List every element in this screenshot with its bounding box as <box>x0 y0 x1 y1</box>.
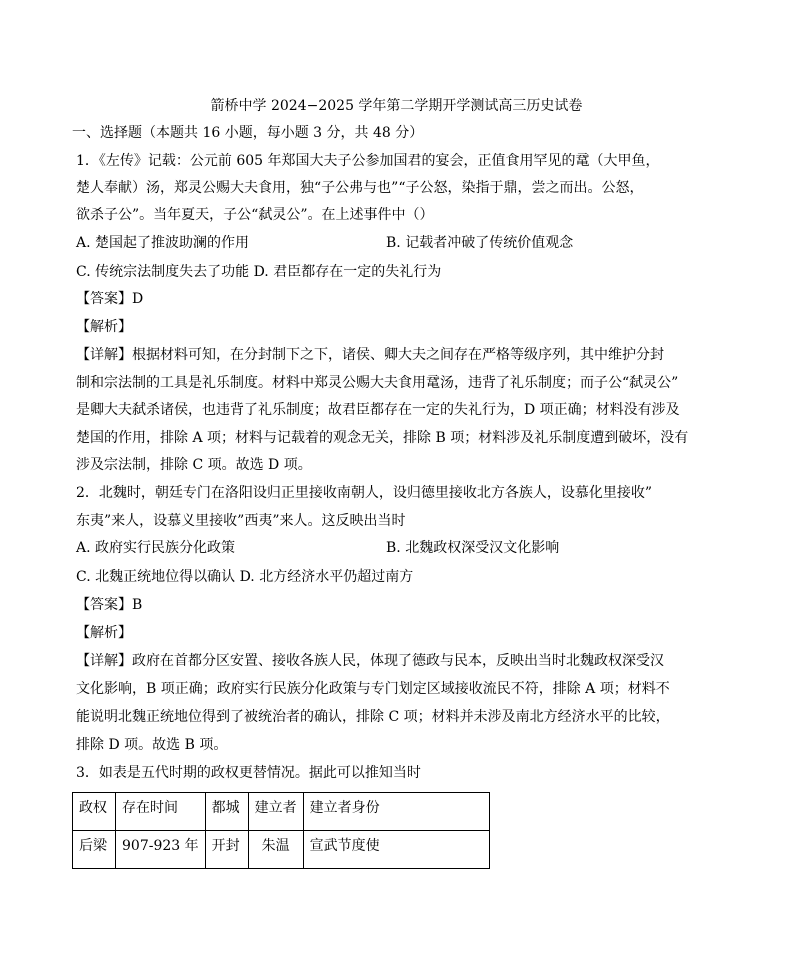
q1-detail-line-2: 制和宗法制的工具是礼乐制度。材料中郑灵公赐大夫食用鼋汤，违背了礼乐制度；而子公“弑灵公” <box>76 375 679 391</box>
table-row <box>73 831 490 869</box>
q3-stem-line-1: 3．如表是五代时期的政权更替情况。据此可以推知当时 <box>76 765 421 781</box>
table-header-cell: 都城 <box>205 793 248 831</box>
q2-answer: 【答案】B <box>76 597 143 613</box>
table-cell: 后梁 <box>73 831 116 869</box>
q2-detail-line-2: 文化影响，B 项正确；政府实行民族分化政策与专门划定区域接收流民不符，排除 A 项；材料不 <box>76 681 670 697</box>
table-header-cell: 政权 <box>73 793 116 831</box>
table-header-row <box>73 793 490 831</box>
section-heading: 一、选择题（本题共 16 小题，每小题 3 分，共 48 分） <box>72 125 424 141</box>
q1-detail-line-1: 【详解】根据材料可知，在分封制下之下，诸侯、卿大夫之间存在严格等级序列，其中维护分封 <box>76 347 664 363</box>
q1-detail-line-3: 是卿大夫弑杀诸侯，也违背了礼乐制度；故君臣都存在一定的失礼行为，D 项正确；材料没有涉及 <box>76 402 680 418</box>
q2-stem-line-2: 东夷”来人，设慕义里接收”西夷”来人。这反映出当时 <box>76 513 406 529</box>
q1-detail-line-5: 涉及宗法制，排除 C 项。故选 D 项。 <box>76 457 312 473</box>
table-cell: 开封 <box>205 831 248 869</box>
q2-detail-line-1: 【详解】政府在首都分区安置、接收各族人民，体现了德政与民本，反映出当时北魏政权深受汉 <box>76 653 664 669</box>
q1-option-cd: C. 传统宗法制度失去了功能 D. 君臣都存在一定的失礼行为 <box>76 264 442 280</box>
q2-stem-line-1: 2．北魏时，朝廷专门在洛阳设归正里接收南朝人，设归德里接收北方各族人，设慕化里接收” <box>76 485 653 501</box>
q1-stem-line-2: 楚人奉献）汤，郑灵公赐大夫食用，独“子公弗与也”“子公怒，染指于鼎，尝之而出。公怒， <box>76 180 644 196</box>
regime-table <box>72 792 490 869</box>
q2-option-cd: C. 北魏正统地位得以确认 D. 北方经济水平仍超过南方 <box>76 569 414 585</box>
q1-answer: 【答案】D <box>76 291 144 307</box>
q1-option-b: B. 记载者冲破了传统价值观念 <box>386 235 574 251</box>
q1-stem-line-3: 欲杀子公”。当年夏天，子公“弑灵公”。在上述事件中（） <box>76 207 434 223</box>
q1-detail-line-4: 楚国的作用，排除 A 项；材料与记载着的观念无关，排除 B 项；材料涉及礼乐制度遭到破坏，没有 <box>76 430 689 446</box>
q2-option-b: B. 北魏政权深受汉文化影响 <box>386 540 560 556</box>
q2-option-a: A. 政府实行民族分化政策 <box>76 540 236 556</box>
table-header-cell: 存在时间 <box>116 793 206 831</box>
q1-analysis-label: 【解析】 <box>76 319 132 335</box>
table-cell: 宣武节度使 <box>303 831 489 869</box>
q2-detail-line-4: 排除 D 项。故选 B 项。 <box>76 737 228 753</box>
table-header-cell: 建立者身份 <box>303 793 489 831</box>
exam-title: 箭桥中学 2024−2025 学年第二学期开学测试高三历史试卷 <box>210 98 583 114</box>
q1-option-a: A. 楚国起了推波助澜的作用 <box>76 235 250 251</box>
q1-stem-line-1: 1．《左传》记载：公元前 605 年郑国大夫子公参加国君的宴会，正值食用罕见的鼋（大甲鱼， <box>76 153 660 169</box>
q2-analysis-label: 【解析】 <box>76 625 132 641</box>
table-cell: 朱温 <box>248 831 303 869</box>
table-header-cell: 建立者 <box>248 793 303 831</box>
table-cell: 907-923 年 <box>116 831 206 869</box>
q2-detail-line-3: 能说明北魏正统地位得到了被统治者的确认，排除 C 项；材料并未涉及南北方经济水平的比较， <box>76 709 670 725</box>
